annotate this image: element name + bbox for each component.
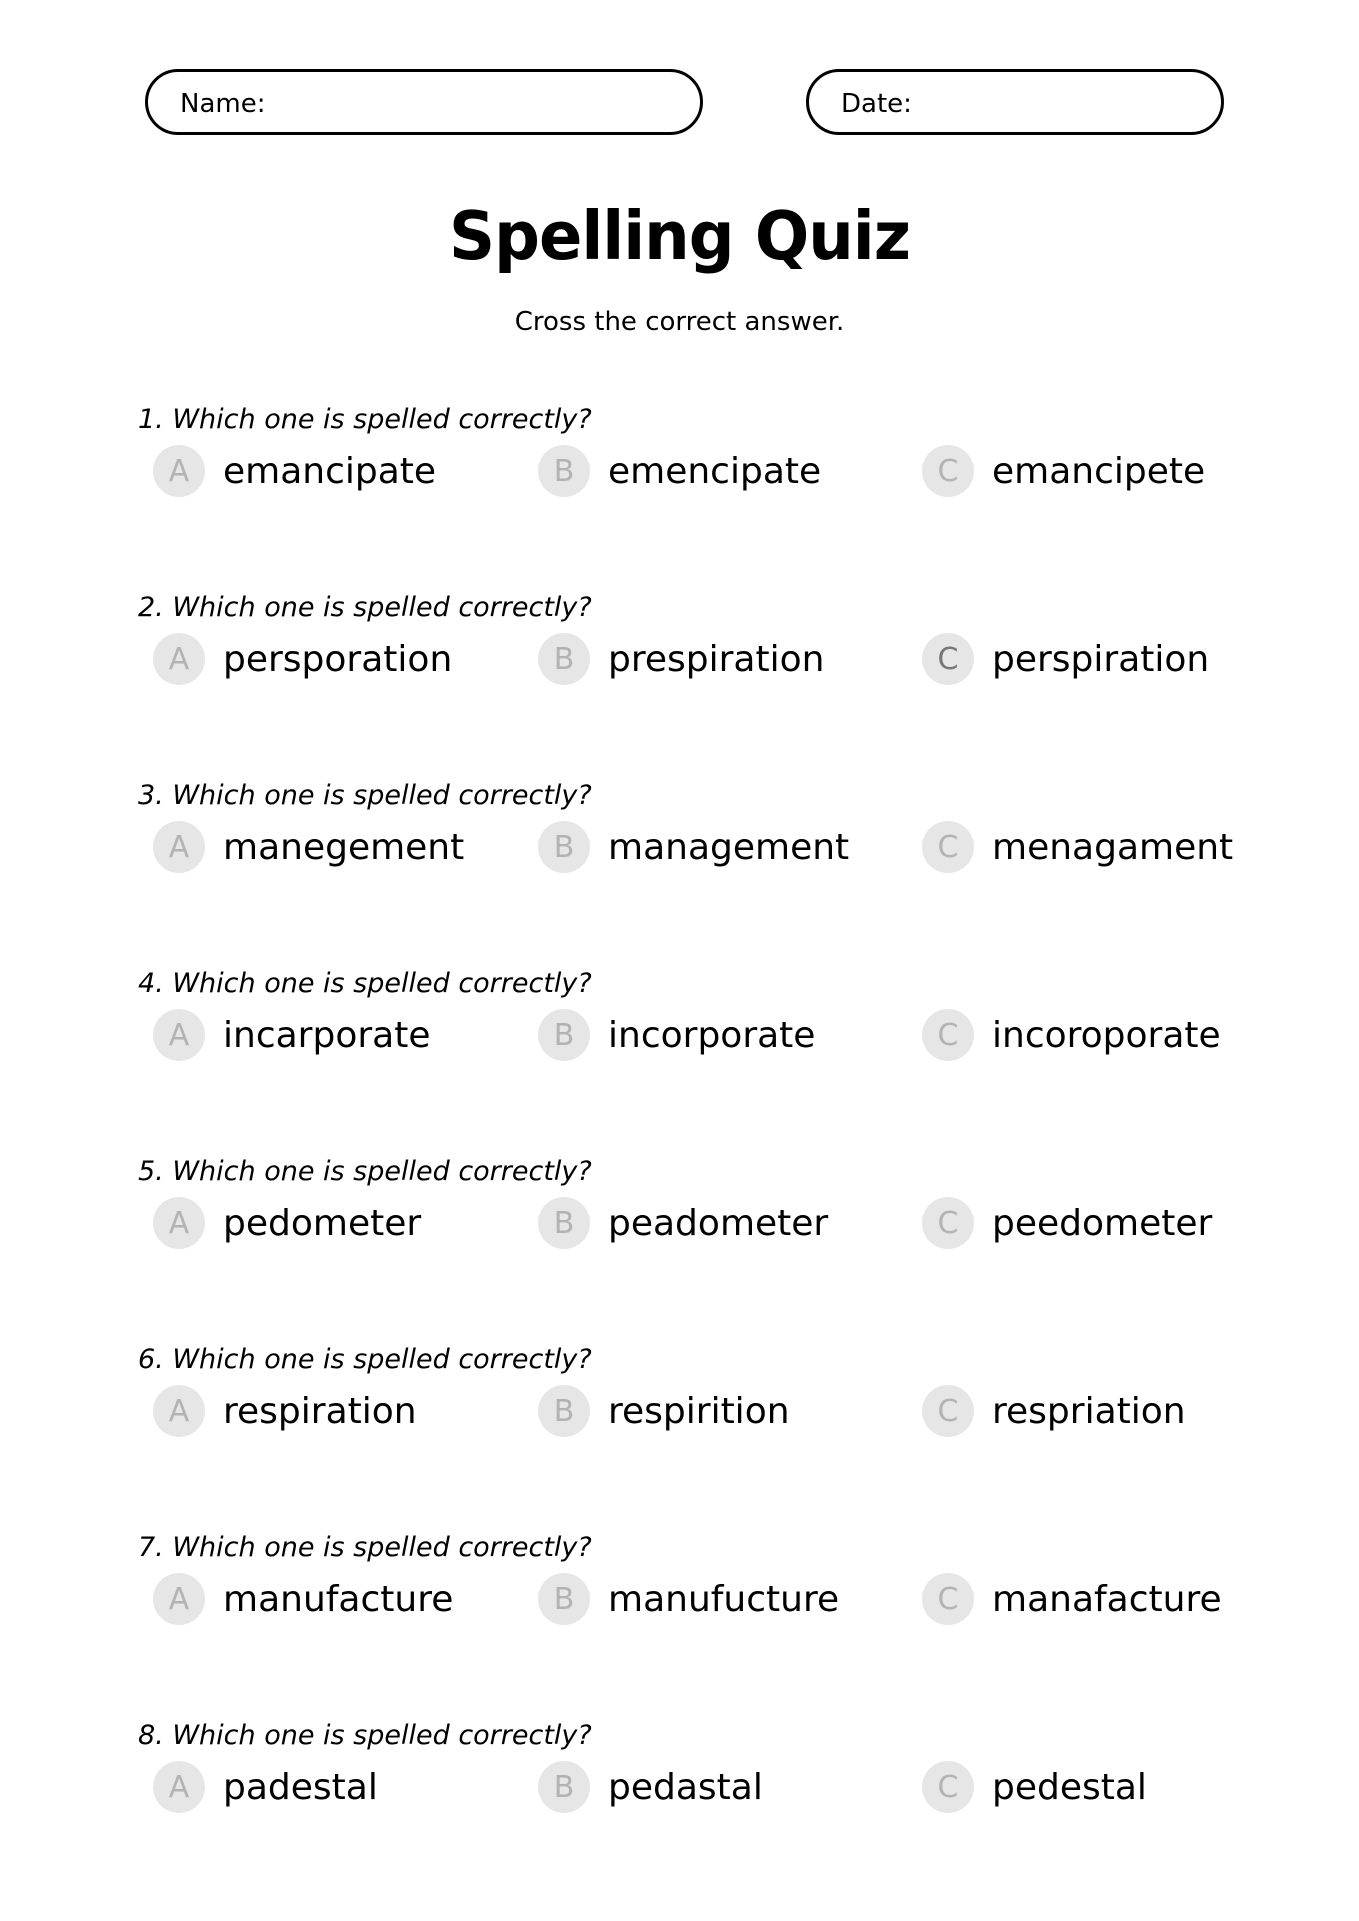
answer-option-a[interactable] — [153, 444, 436, 498]
option-letter-bubble[interactable]: C — [922, 1385, 974, 1437]
question-prompt: 2. Which one is spelled correctly? — [138, 592, 592, 623]
option-letter-bubble[interactable]: C — [922, 1761, 974, 1813]
option-letter-bubble[interactable]: C — [922, 633, 974, 685]
option-letter-bubble[interactable]: A — [153, 445, 205, 497]
answer-option-c[interactable] — [922, 1384, 1186, 1438]
option-letter-bubble[interactable]: B — [538, 445, 590, 497]
question-8 — [138, 1720, 1238, 1908]
question-prompt: 6. Which one is spelled correctly? — [138, 1344, 592, 1375]
option-word: padestal — [223, 1766, 378, 1808]
option-letter-bubble[interactable]: A — [153, 1197, 205, 1249]
answer-option-c[interactable] — [922, 1760, 1147, 1814]
question-prompt: 3. Which one is spelled correctly? — [138, 780, 592, 811]
option-letter-bubble[interactable]: B — [538, 1761, 590, 1813]
option-letter-bubble[interactable]: A — [153, 1761, 205, 1813]
page-title: Spelling Quiz — [449, 198, 910, 276]
answer-option-a[interactable] — [153, 1008, 430, 1062]
answer-option-c[interactable] — [922, 1008, 1221, 1062]
answer-option-b[interactable] — [538, 632, 824, 686]
option-word: emancipete — [992, 450, 1206, 492]
option-word: pedestal — [992, 1766, 1147, 1808]
option-word: management — [608, 826, 850, 868]
answer-option-b[interactable] — [538, 1572, 839, 1626]
question-1 — [138, 404, 1238, 592]
option-word: respriation — [992, 1390, 1186, 1432]
option-letter-bubble[interactable]: B — [538, 1573, 590, 1625]
option-letter-bubble[interactable]: C — [922, 821, 974, 873]
answer-option-a[interactable] — [153, 632, 452, 686]
name-label: Name: — [180, 89, 266, 119]
option-letter-bubble[interactable]: A — [153, 821, 205, 873]
option-word: pedastal — [608, 1766, 763, 1808]
option-word: manegement — [223, 826, 465, 868]
question-5 — [138, 1156, 1238, 1344]
answer-option-b[interactable] — [538, 1384, 790, 1438]
answer-option-a[interactable] — [153, 1760, 378, 1814]
option-word: peadometer — [608, 1202, 829, 1244]
option-letter-bubble[interactable]: A — [153, 1009, 205, 1061]
answer-option-c[interactable] — [922, 820, 1233, 874]
option-word: incoroporate — [992, 1014, 1221, 1056]
question-prompt: 1. Which one is spelled correctly? — [138, 404, 592, 435]
option-word: emancipate — [223, 450, 437, 492]
option-letter-bubble[interactable]: B — [538, 821, 590, 873]
option-word: prespiration — [608, 638, 825, 680]
answer-option-a[interactable] — [153, 1384, 417, 1438]
option-word: menagament — [992, 826, 1234, 868]
option-word: emencipate — [608, 450, 822, 492]
option-word: incarporate — [223, 1014, 431, 1056]
name-field[interactable] — [145, 69, 703, 135]
instruction-text: Cross the correct answer. — [514, 307, 845, 337]
question-prompt: 4. Which one is spelled correctly? — [138, 968, 592, 999]
option-letter-bubble[interactable]: B — [538, 633, 590, 685]
question-4 — [138, 968, 1238, 1156]
question-3 — [138, 780, 1238, 968]
option-word: peedometer — [992, 1202, 1213, 1244]
answer-option-c[interactable] — [922, 1196, 1212, 1250]
answer-option-c[interactable] — [922, 1572, 1222, 1626]
option-letter-bubble[interactable]: C — [922, 1009, 974, 1061]
answer-option-b[interactable] — [538, 1196, 828, 1250]
option-word: perspiration — [992, 638, 1210, 680]
answer-option-c[interactable] — [922, 632, 1209, 686]
answer-option-b[interactable] — [538, 444, 821, 498]
answer-option-a[interactable] — [153, 1572, 453, 1626]
option-word: incorporate — [608, 1014, 816, 1056]
answer-option-b[interactable] — [538, 1760, 763, 1814]
option-letter-bubble[interactable]: A — [153, 1385, 205, 1437]
option-word: respirition — [608, 1390, 790, 1432]
option-word: persporation — [223, 638, 453, 680]
date-label: Date: — [841, 89, 912, 119]
option-letter-bubble[interactable]: B — [538, 1009, 590, 1061]
date-field[interactable] — [806, 69, 1224, 135]
question-2 — [138, 592, 1238, 780]
answer-option-b[interactable] — [538, 1008, 815, 1062]
answer-option-a[interactable] — [153, 820, 464, 874]
question-prompt: 8. Which one is spelled correctly? — [138, 1720, 592, 1751]
option-letter-bubble[interactable]: C — [922, 1573, 974, 1625]
question-prompt: 7. Which one is spelled correctly? — [138, 1532, 592, 1563]
option-word: respiration — [223, 1390, 417, 1432]
answer-option-b[interactable] — [538, 820, 849, 874]
question-6 — [138, 1344, 1238, 1532]
answer-option-c[interactable] — [922, 444, 1205, 498]
option-word: manafacture — [992, 1578, 1222, 1620]
option-letter-bubble[interactable]: A — [153, 1573, 205, 1625]
question-7 — [138, 1532, 1238, 1720]
option-word: pedometer — [223, 1202, 422, 1244]
option-letter-bubble[interactable]: A — [153, 633, 205, 685]
answer-option-a[interactable] — [153, 1196, 421, 1250]
question-prompt: 5. Which one is spelled correctly? — [138, 1156, 592, 1187]
option-word: manufucture — [608, 1578, 840, 1620]
option-word: manufacture — [223, 1578, 454, 1620]
option-letter-bubble[interactable]: C — [922, 445, 974, 497]
option-letter-bubble[interactable]: B — [538, 1385, 590, 1437]
option-letter-bubble[interactable]: B — [538, 1197, 590, 1249]
option-letter-bubble[interactable]: C — [922, 1197, 974, 1249]
